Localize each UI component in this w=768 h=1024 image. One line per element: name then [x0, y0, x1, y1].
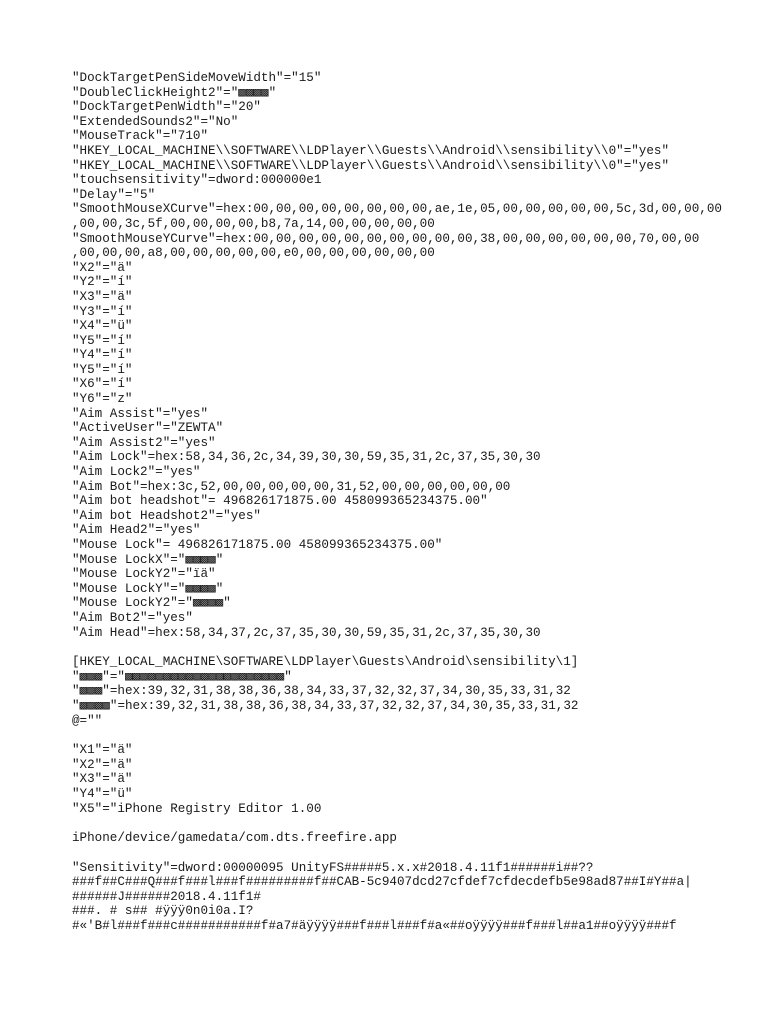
text-line: "SmoothMouseYCurve"=hex:00,00,00,00,00,00,00,00,00,00,38,00,00,00,00,00,00,70,00,00 [72, 231, 700, 246]
text-line: "X1"="ä" [72, 743, 133, 758]
text-line: "Y2"="í" [72, 275, 133, 290]
text-line: "Mouse Lock"= 496826171875.00 458099365234375.00" [72, 538, 443, 552]
text-line: "Mouse LockY2"="▩▩▩▩" [72, 596, 231, 611]
registry-block-xy [72, 743, 712, 816]
text-line: "X2"="ä" [72, 757, 133, 772]
text-line: "Y5"="í" [72, 362, 133, 377]
blank-line [72, 816, 712, 831]
text-line: "Aim Lock"=hex:58,34,36,2c,34,39,30,30,59,35,31,2c,37,35,30,30 [72, 450, 541, 465]
text-line: "Aim Bot2"="yes" [72, 610, 193, 625]
registry-text-document [72, 71, 722, 934]
blank-line [72, 846, 712, 861]
text-line: "▩▩▩▩"=hex:39,32,31,38,38,36,38,34,33,37,32,32,37,34,30,35,33,31,32 [72, 698, 579, 713]
text-line: "Y6"="z" [72, 392, 133, 407]
text-line: "Y3"="í" [72, 304, 133, 319]
text-line: "Aim bot Headshot2"="yes" [72, 508, 261, 523]
text-line: "Aim Head2"="yes" [72, 523, 201, 538]
text-line: "DockTargetPenSideMoveWidth"="15" [72, 71, 322, 85]
text-line: "HKEY_LOCAL_MACHINE\\SOFTWARE\\LDPlayer\\Guests\\Android\\sensibility\\0"="yes" [72, 158, 670, 173]
text-line: "HKEY_LOCAL_MACHINE\\SOFTWARE\\LDPlayer\\Guests\\Android\\sensibility\\0"="yes" [72, 143, 670, 158]
text-line: "▩▩▩"="▩▩▩▩▩▩▩▩▩▩▩▩▩▩▩▩▩▩▩▩▩" [72, 669, 292, 684]
text-line: "X2"="ä" [72, 260, 133, 275]
app-path-block [72, 831, 712, 846]
registry-block-main [72, 71, 722, 640]
text-line: "Mouse LockY"="▩▩▩▩" [72, 581, 224, 596]
text-line: "Y5"="í" [72, 333, 133, 348]
text-line: ,00,00,00,a8,00,00,00,00,00,e0,00,00,00,00,00,00 [72, 246, 435, 261]
text-line: ######J######2018.4.11f1# [72, 889, 261, 904]
text-line: "Aim Bot"=hex:3c,52,00,00,00,00,00,31,52,00,00,00,00,00,00 [72, 479, 511, 494]
text-line: "DockTargetPenWidth"="20" [72, 100, 261, 115]
text-line: ###f##C###Q###f###l###f#########f##CAB-5c9407dcd27cfdef7cfdecdefb5e98ad87##I#Y##a| [72, 875, 692, 890]
text-line: "X5"="iPhone Registry Editor 1.00 [72, 801, 322, 816]
text-line: "Mouse LockY2"="ïä" [72, 567, 216, 582]
text-line: "MouseTrack"="710" [72, 129, 209, 144]
text-line: "Sensitivity"=dword:00000095 UnityFS#####5.x.x#2018.4.11f1######i##?? [72, 860, 594, 875]
text-line: "X6"="í" [72, 377, 133, 392]
sensitivity-binary-block [72, 861, 712, 934]
text-line: @="" [72, 713, 103, 728]
text-line: "ActiveUser"="ZEWTA" [72, 421, 224, 436]
text-line: "Aim Head"=hex:58,34,37,2c,37,35,30,30,59,35,31,2c,37,35,30,30 [72, 625, 541, 640]
text-line: "Mouse LockX"="▩▩▩▩" [72, 552, 224, 567]
text-line: "Aim bot headshot"= 496826171875.00 458099365234375.00" [72, 494, 488, 509]
blank-line [72, 728, 712, 743]
text-line: "Aim Assist"="yes" [72, 406, 209, 421]
text-line: "Aim Assist2"="yes" [72, 435, 216, 450]
text-line: "ExtendedSounds2"="No" [72, 114, 239, 129]
text-line: ###. # s## #ÿÿÿ0n0i0a.I? [72, 904, 254, 919]
text-line: "X3"="ä" [72, 289, 133, 304]
text-line: [HKEY_LOCAL_MACHINE\SOFTWARE\LDPlayer\Guests\Android\sensibility\1] [72, 655, 579, 670]
text-line: "▩▩▩"=hex:39,32,31,38,38,36,38,34,33,37,32,32,37,34,30,35,33,31,32 [72, 684, 571, 699]
text-line: ,00,00,3c,5f,00,00,00,00,b8,7a,14,00,00,00,00,00 [72, 216, 435, 231]
text-line: "touchsensitivity"=dword:000000e1 [72, 173, 322, 188]
text-line: "X4"="ü" [72, 319, 133, 334]
text-line: "Aim Lock2"="yes" [72, 465, 201, 480]
text-line: #«'B#l###f###c###########f#a7#äÿÿÿÿ###f###l###f#a«##oÿÿÿÿ###f###l##a1##oÿÿÿÿ###f [72, 919, 677, 934]
text-line: "Delay"="5" [72, 187, 156, 202]
text-line: "DoubleClickHeight2"="▩▩▩▩" [72, 85, 277, 100]
text-line: "Y4"="í" [72, 348, 133, 363]
blank-line [72, 640, 712, 655]
registry-block-sensibility [72, 655, 712, 728]
text-line: iPhone/device/gamedata/com.dts.freefire.app [72, 831, 397, 846]
text-line: "Y4"="ü" [72, 786, 133, 801]
text-line: "SmoothMouseXCurve"=hex:00,00,00,00,00,00,00,00,ae,1e,05,00,00,00,00,00,5c,3d,00,00,00 [72, 202, 722, 217]
text-line: "X3"="ä" [72, 772, 133, 787]
